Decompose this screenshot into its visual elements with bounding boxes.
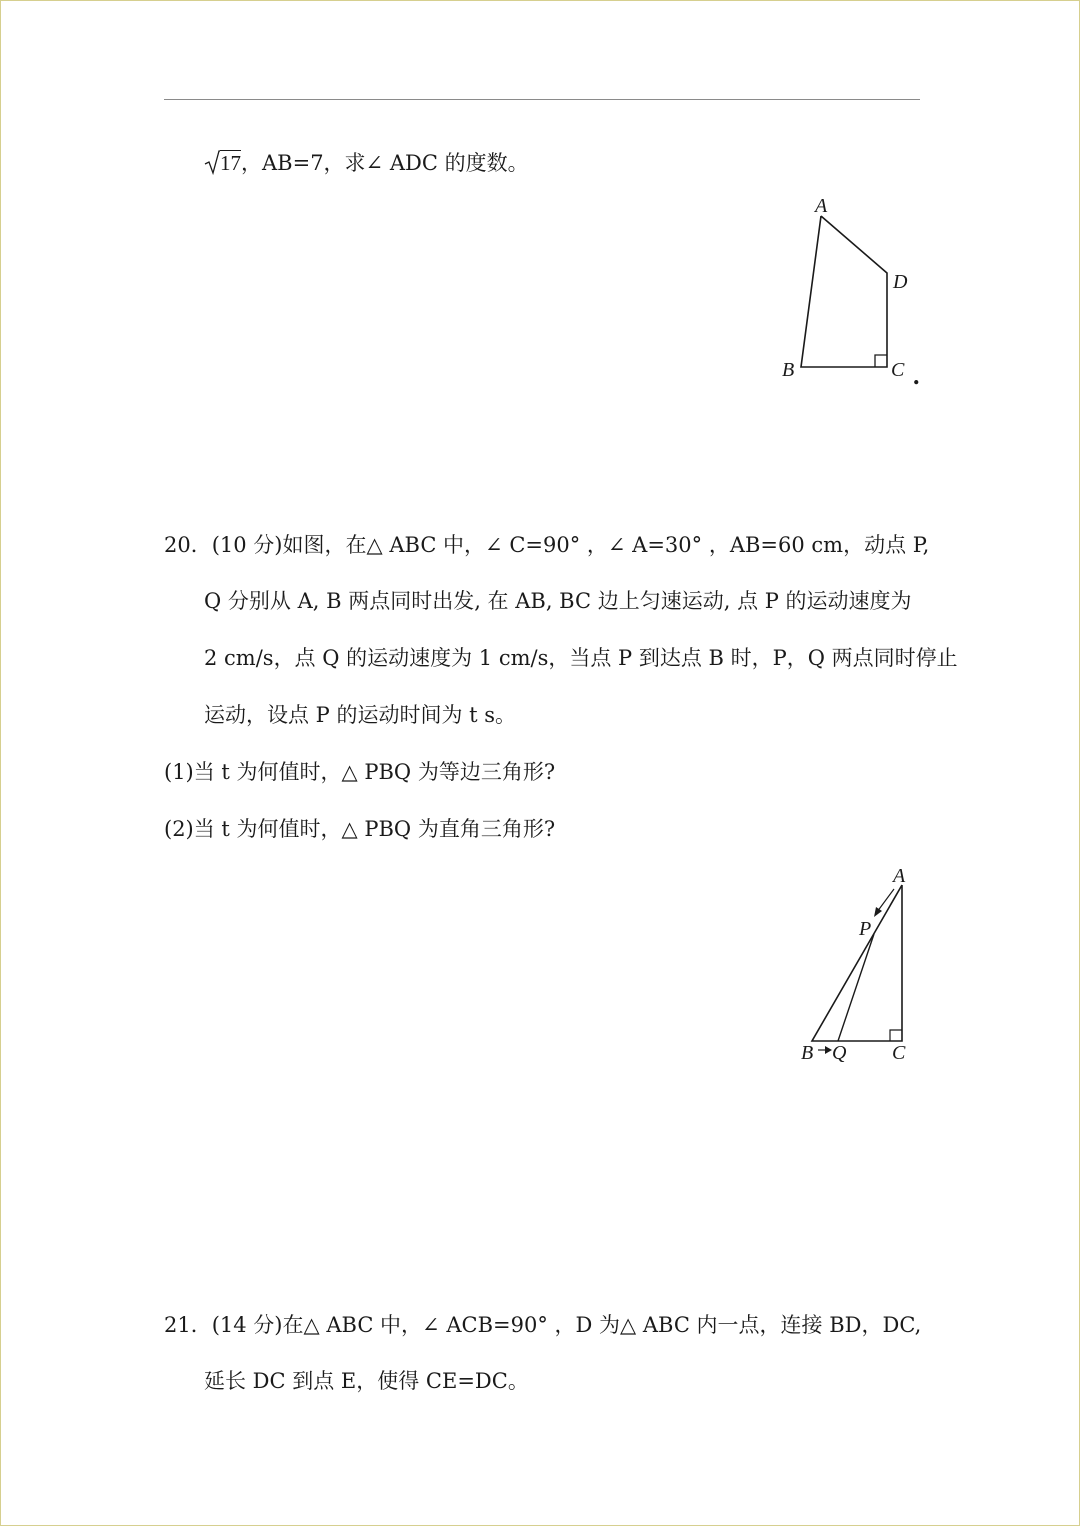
sqrt-radicand: 17 [220,151,241,175]
q20-line4: 运动，设点 P 的运动时间为 t s。 [204,703,517,727]
label-q: Q [832,1042,847,1064]
figure-triangle-pbq [1,1,1080,1527]
trailing-dot: . [913,361,920,390]
label-d: D [893,271,908,293]
label-b2: B [801,1042,814,1064]
q21-line2: 延长 DC 到点 E，使得 CE=DC。 [204,1369,529,1393]
q20-part2: (2)当 t 为何值时，△ PBQ 为直角三角形? [164,817,556,841]
q20-line1: 20．(10 分)如图，在△ ABC 中，∠ C=90° ，∠ A=30° ，AB=60 cm，动点 P, [164,533,930,557]
label-b: B [782,359,795,381]
q20-line2: Q 分别从 A, B 两点同时出发, 在 AB, BC 边上匀速运动, 点 P 的运动速度为 [204,589,912,613]
arrowhead-p [874,907,882,917]
arrow-a-to-p [877,889,894,912]
q20-line3: 2 cm/s，点 Q 的运动速度为 1 cm/s，当点 P 到达点 B 时，P，Q 两点同时停止 [204,646,958,670]
q21-line1: 21．(14 分)在△ ABC 中，∠ ACB=90° ，D 为△ ABC 内一点，连接 BD，DC, [164,1313,922,1337]
label-a: A [815,195,828,217]
label-c2: C [892,1042,906,1064]
triangle-abc-outline [812,885,902,1041]
q20-part1: (1)当 t 为何值时，△ PBQ 为等边三角形? [164,760,556,784]
label-c: C [891,359,905,381]
q19-tail-text: ，AB=7，求∠ ADC 的度数。 [241,151,529,175]
arrowhead-q [825,1046,832,1054]
right-angle-mark-c2 [890,1030,902,1041]
label-p: P [859,918,872,940]
label-a2: A [893,865,906,887]
